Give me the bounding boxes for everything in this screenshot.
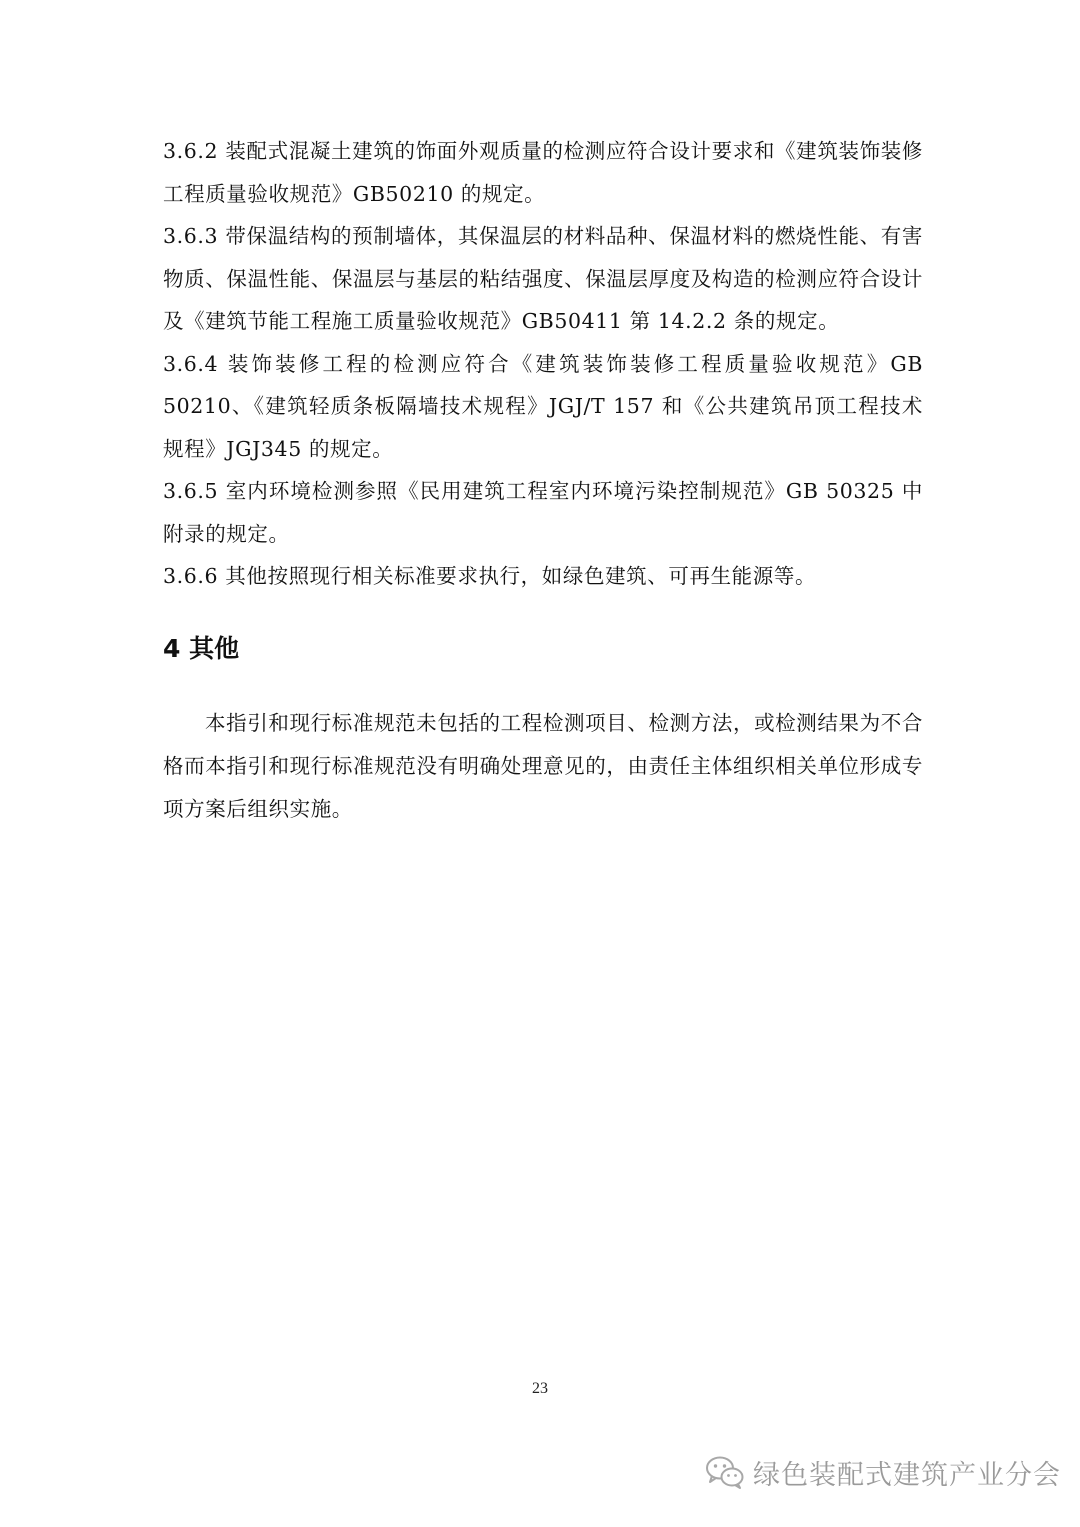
clause-3-6-4: 3.6.4 装饰装修工程的检测应符合《建筑装饰装修工程质量验收规范》GB 50210、《建筑轻质条板隔墙技术规程》JGJ/T 157 和《公共建筑吊顶工程技术规程》JGJ345 的规定。 [163,351,923,461]
page-content [163,130,923,821]
page-number: 23 [532,1380,548,1397]
watermark [705,1450,1061,1494]
clause-3-6-5: 3.6.5 室内环境检测参照《民用建筑工程室内环境污染控制规范》GB 50325 中附录的规定。 [163,479,923,546]
clause-3-6-2: 3.6.2 装配式混凝土建筑的饰面外观质量的检测应符合设计要求和《建筑装饰装修工程质量验收规范》GB50210 的规定。 [163,139,923,206]
section-heading: 4 其他 [163,634,240,663]
clause-3-6-6: 3.6.6 其他按照现行相关标准要求执行，如绿色建筑、可再生能源等。 [163,564,817,588]
watermark-text: 绿色装配式建筑产业分会 [753,1459,1061,1491]
wechat-icon [705,1454,745,1490]
clause-3-6-3: 3.6.3 带保温结构的预制墙体，其保温层的材料品种、保温材料的燃烧性能、有害物质、保温性能、保温层与基层的粘结强度、保温层厚度及构造的检测应符合设计及《建筑节能工程施工质量验收规范》GB50411 第 14.2.2 条的规定。 [163,224,923,333]
section-paragraph: 本指引和现行标准规范未包括的工程检测项目、检测方法，或检测结果为不合格而本指引和现行标准规范没有明确处理意见的，由责任主体组织相关单位形成专项方案后组织实施。 [163,711,923,821]
